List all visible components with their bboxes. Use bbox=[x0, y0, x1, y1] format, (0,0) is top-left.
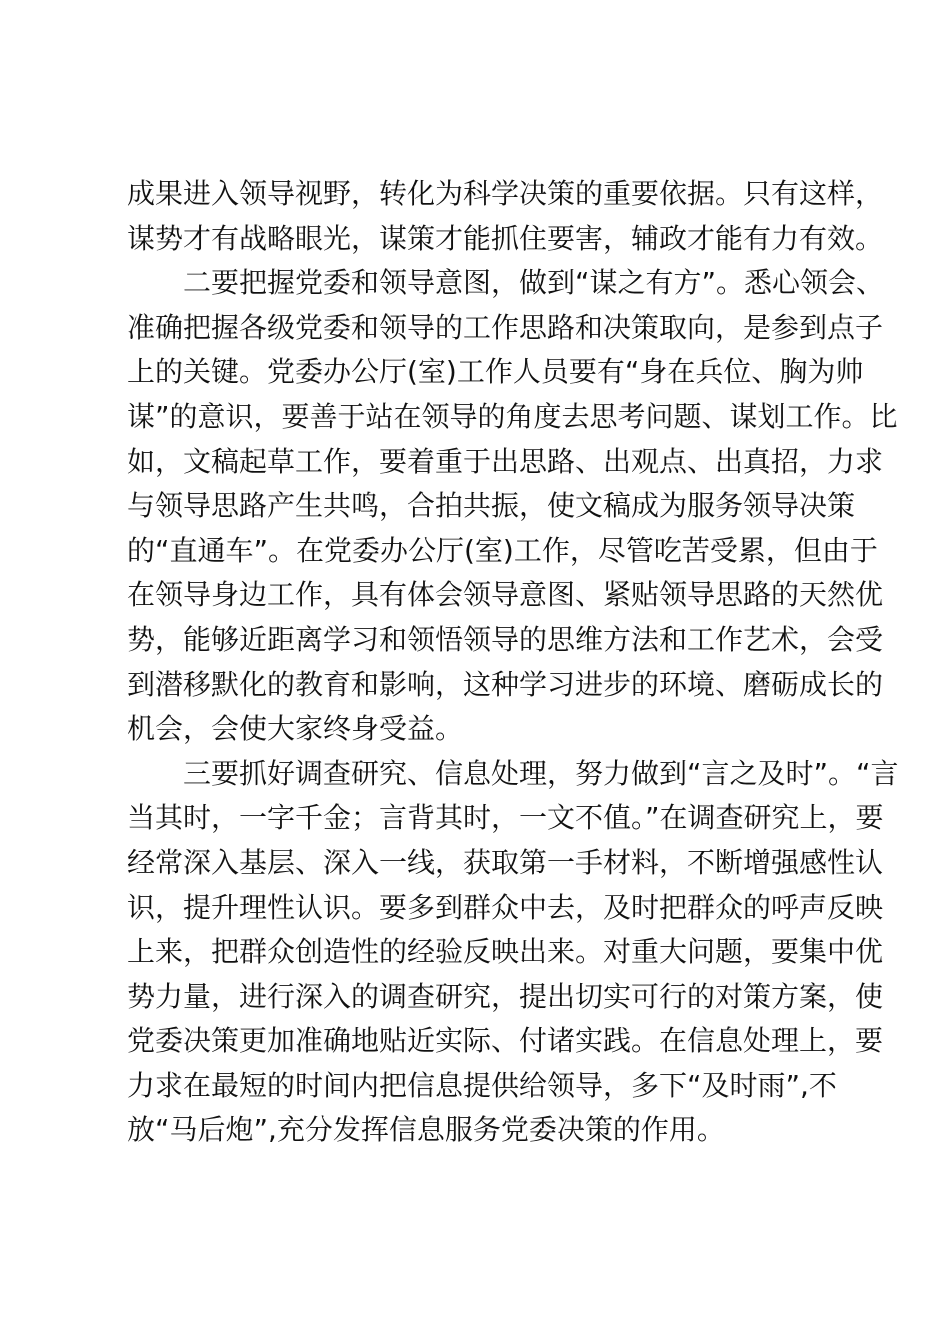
text-line: 谋势才有战略眼光，谋策才能抓住要害，辅政才能有力有效。 bbox=[127, 221, 884, 255]
text-line: 放“马后炮”,充分发挥信息服务党委决策的作用。 bbox=[127, 1113, 725, 1147]
text-line: 当其时，一字千金；言背其时，一文不值。”在调查研究上，要 bbox=[127, 801, 884, 835]
paragraph-start-line: 二要把握党委和领导意图，做到“谋之有方”。悉心领会、 bbox=[183, 266, 885, 300]
text-line: 的“直通车”。在党委办公厅(室)工作，尽管吃苦受累，但由于 bbox=[127, 533, 878, 567]
document-body bbox=[127, 172, 899, 1153]
text-line: 经常深入基层、深入一线，获取第一手材料，不断增强感性认 bbox=[127, 845, 884, 879]
text-line: 谋”的意识，要善于站在领导的角度去思考问题、谋划工作。比 bbox=[127, 399, 898, 433]
text-line: 势力量，进行深入的调查研究，提出切实可行的对策方案，使 bbox=[127, 979, 884, 1013]
text-line: 识，提升理性认识。要多到群众中去，及时把群众的呼声反映 bbox=[127, 890, 884, 924]
text-line: 势，能够近距离学习和领悟领导的思维方法和工作艺术，会受 bbox=[127, 622, 884, 656]
paragraph-start-line: 三要抓好调查研究、信息处理，努力做到“言之及时”。“言 bbox=[183, 756, 899, 790]
text-line: 到潜移默化的教育和影响，这种学习进步的环境、磨砺成长的 bbox=[127, 667, 884, 701]
text-line: 力求在最短的时间内把信息提供给领导，多下“及时雨”,不 bbox=[127, 1068, 837, 1102]
text-line: 党委决策更加准确地贴近实际、付诸实践。在信息处理上，要 bbox=[127, 1024, 884, 1058]
text-line: 准确把握各级党委和领导的工作思路和决策取向，是参到点子 bbox=[127, 310, 884, 344]
text-line: 与领导思路产生共鸣，合拍共振，使文稿成为服务领导决策 bbox=[127, 489, 856, 523]
text-line: 上的关键。党委办公厅(室)工作人员要有“身在兵位、胸为帅 bbox=[127, 355, 864, 389]
text-line: 如，文稿起草工作，要着重于出思路、出观点、出真招，力求 bbox=[127, 444, 884, 478]
text-line: 机会，会使大家终身受益。 bbox=[127, 712, 464, 746]
text-line: 上来，把群众创造性的经验反映出来。对重大问题，要集中优 bbox=[127, 935, 884, 969]
text-line: 在领导身边工作，具有体会领导意图、紧贴领导思路的天然优 bbox=[127, 578, 884, 612]
text-line: 成果进入领导视野，转化为科学决策的重要依据。只有这样， bbox=[127, 177, 884, 210]
